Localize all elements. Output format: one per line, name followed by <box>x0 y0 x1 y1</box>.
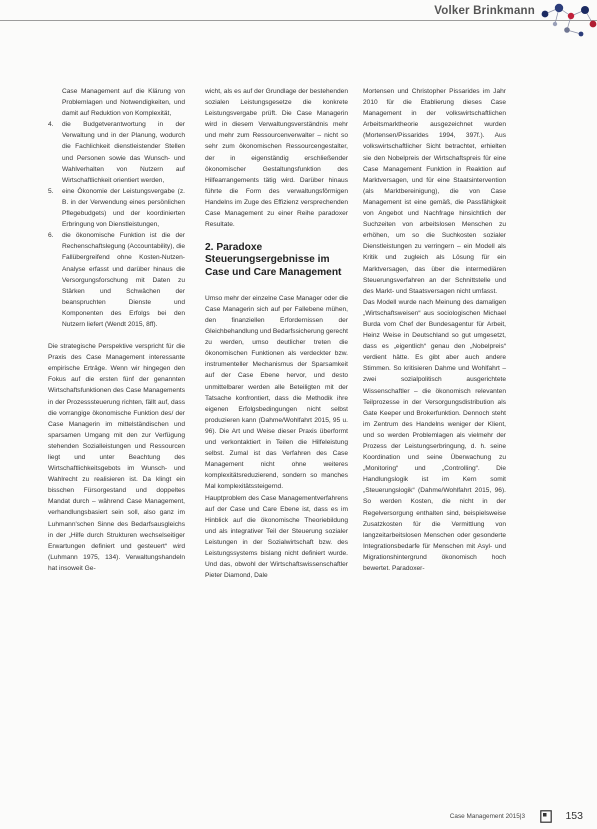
text-column-right <box>363 86 506 574</box>
header-rule <box>0 20 597 21</box>
page-number: 153 <box>565 810 583 822</box>
paragraph: Die strategische Perspektive verspricht für die Praxis des Case Management interessante empirische Erträge. Wenn wir hingegen den Fokus auf die ersten fünf der genannten Wirtschaftsfunktionen des Case Managements in der Prozesssteuerung richten, fällt auf, dass die vorrangige ökonomische Funktion des/ der Case Managerin im mittelständischen und sparsamen Umgang mit den zur Verfügung stehenden Sozialleistungen und Ressourcen liegt und unter Beachtung des Wirtschaftlichkeitsgebots im Wunsch- und Wahlrecht zu realisieren ist. Da klingt ein bisschen Fürsorgestand und doppeltes Mandat durch – während Case Management, verhandlungsbasiert sein soll, also ganz im Luhmann'schen Sinne des Bedarfsausgleichs in der „Hilfe durch Strukturen wechselseitiger Erwartungen definiert und gesteuert“ wird (Luhmann 1975, 134). Verwaltungshandeln hat insoweit Ge- <box>48 343 185 572</box>
text-column-middle <box>205 86 348 581</box>
item-text: eine Ökonomie der Leistungsvergabe (z. B. in der Verwendung eines persönlichen Pflegebudgets) und der koordinierten Erbringung von Dienstleistungen, <box>62 187 185 229</box>
item-text: die ökonomische Funktion ist die der Rechenschaftslegung (Accountability), die Fallübergreifend ohne Kosten-Nutzen-Analyse erfasst und darüber hinaus die Versorgungsforschung mit Daten zu Stärken und Schwächen der beanspruchten Dienste und Komponenten des Erfolgs bei den Nutzern liefert (Wendt 2015, 8ff). <box>62 232 185 328</box>
section-heading: 2. Paradoxe Steuerungsergebnisse im Case und Care Management <box>205 242 342 278</box>
page-footer <box>0 795 597 829</box>
paragraph: Case Management auf die Klärung von Problemlagen und Notwendigkeiten, und damit auf Reduktion von Komplexität, <box>62 88 185 118</box>
journal-logo-icon <box>540 810 552 823</box>
paragraph: Das Modell wurde nach Meinung des damaligen „Wirtschaftsweisen“ aus sociologischen Michael Burda vom Chef der Bundesagentur für Arbeit, Heinz Weise in Deutschland so gut umgesetzt, dass es „eigentlich“ genau den „Nobelpreis“ verdient hätte. Es gibt aber auch andere Stimmen. So kritisieren Dahme und Wohlfahrt – zwei sozialpolitisch ausgerichtete Wissenschaftler – die ökonomisch relevanten Teilprozesse in der Versorgungsdistribution als Gate Keeper und Brokerfunktion. Dennoch steht im Zentrum des Handelns weniger der Klient, und so werden Problemlagen als vielmehr der Prozess der Leistungserbringung, d. h. seine Koordination und seine Überwachung zu „Monitoring“ und „Controlling“. Die Handlungslogik ist im Kern somit „Steuerungslogik“ (Dahme/Wohlfahrt 2015, 96). So werden Kosten, die nicht in der Regelversorgung enthalten sind, beispielsweise Zusatzkosten für die Vermittlung von langzeitarbeitslosen Menschen oder gesonderte Integrationsbedarfe für Menschen mit Asyl- und Migrationshintergrund ökonomisch hoch bewertet. Paradoxer- <box>363 298 506 573</box>
numbered-item <box>48 119 185 186</box>
paragraph: Hauptproblem des Case Managementverfahrens auf der Case und Care Ebene ist, dass es im Hinblick auf die ökonomische Theoriebildung und als integrativer Teil der Steuerung sozialer Leistungen in der Sozialwirtschaft bzw. des Leistungssystems bislang nicht definiert wurde. Und das, obwohl der Wirtschaftswissenschaftler Pieter Diamond, Dale <box>205 494 348 580</box>
running-header-author: Volker Brinkmann <box>434 5 535 17</box>
paragraph: wicht, als es auf der Grundlage der bestehenden sozialen Leistungsgesetze die konkrete Leistungsvergabe prüft. Die Case Managerin wird in diesem Verwaltungsverständnis mehr und mehr zum Ressourcenverwalter – nicht so sehr zum ökonomischen Ressourcengestalter, der in eigenständig erschließender ökonomischer Gestaltungsfunktion des Hilfearrangements tätig wird. Darüber hinaus führte die Form des verwaltungsförmigen Handelns im Zuge des Effizienz versprechenden Case Management zu einer Reihe paradoxer Resultate. <box>205 88 348 229</box>
item-number: 5. <box>48 187 54 195</box>
text-column-left <box>48 86 185 574</box>
journal-name: Case Management 2015|3 <box>449 813 525 820</box>
molecule-logo-icon <box>537 0 597 40</box>
numbered-item <box>48 186 185 230</box>
paragraph: Umso mehr der einzelne Case Manager oder die Case Managerin sich auf per Fallebene mühen, den finanziellen Erfordernissen der Gleichbehandlung und Bedarfssicherung gerecht zu werden, umso deutlicher treten die ökonomischen Funktionen als verdeckter bzw. instrumenteller Mechanismus der Sparsamkeit auf der Case Ebene hervor, und desto unmittelbarer werden alle Beteiligten mit der Tatsache konfrontiert, dass die Methodik ihre eigenen Erfolgsbedingungen nicht selbst produzieren kann (Dahme/Wohlfahrt 2015, 95 u. 96). Die Art und Weise dieser Praxis überformt und verkontaktiert in Teilen die Hilfeleistung selbst. Zumal ist das Verfahren des Case Management nicht ohne weiteres komplexitätsreduzierend, sondern so manches Mal komplexitätssteigernd. <box>205 294 348 491</box>
item-text: die Budgetverantwortung in der Verwaltung und in der Planung, wodurch die Fachlichkeit dienstleistender Stellen und Personen sowie das Wunsch- und Wahlverhalten von Nutzern auf Wirtschaftlichkeit orientiert werden, <box>62 121 185 184</box>
paragraph: Mortensen und Christopher Pissarides im Jahr 2010 für die Etablierung dieses Case Management in der volkswirtschaftlichen Arbeitsmarktheorie ausgezeichnet wurden (Mortensen/Pissarides 1994, 397f.). Aus volkswirtschaftlicher Sicht betrachtet, erhielten sie den Nobelpreis der Wirtschaftspreis für eine Case Management Funktion in Reaktion auf Marktversagen, und für eine Staatsintervention (als Marktbereinigung), die von Case Management ist eine gemäß, die Passfähigkeit von Angebot und Nachfrage hinsichtlich der Suchzeiten von arbeitslosen Menschen zu erhöhen, um so die Suchkosten sozialer Dienstleistungen zu verringern – ein Modell als Kritik und zugleich als Lösung für ein Marktversagen, das über die intermediären Steuerungsverfahren an der Schnittstelle und des Markt- und Staatsversagen nicht umfasst. <box>363 88 506 295</box>
item-number: 4. <box>48 121 54 129</box>
item-number: 6. <box>48 232 54 240</box>
numbered-item <box>48 230 185 330</box>
